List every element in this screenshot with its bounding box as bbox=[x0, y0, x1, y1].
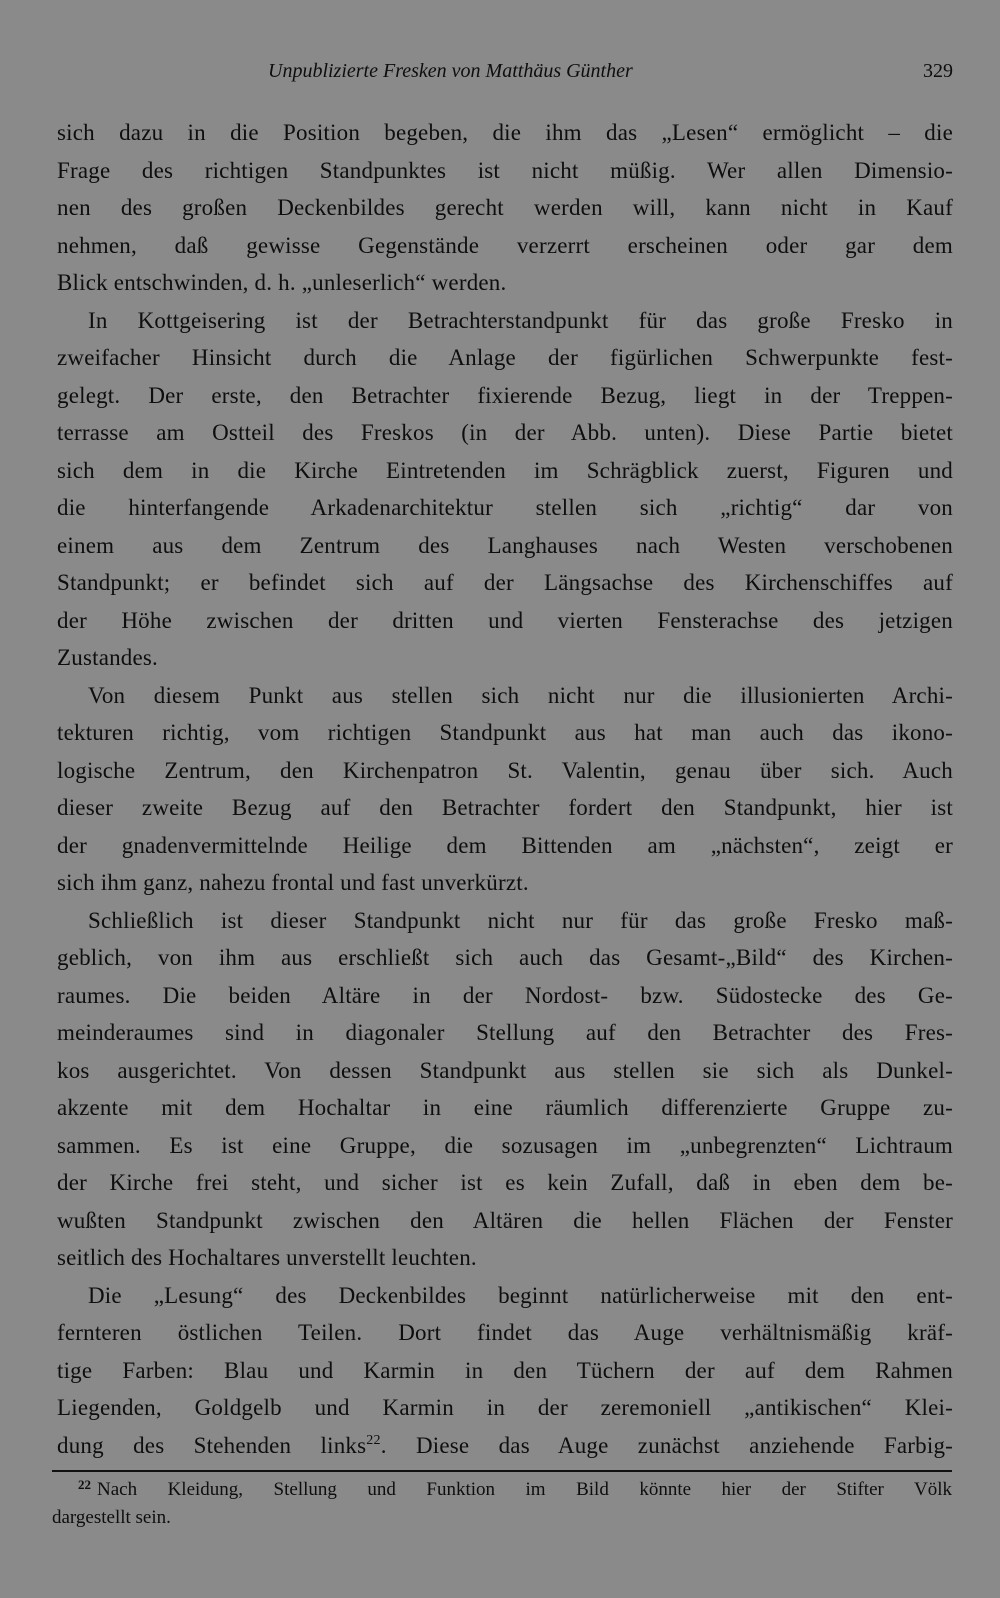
text-line: tige Farben: Blau und Karmin in den Tüchern der auf dem Rahmen bbox=[57, 1357, 953, 1383]
footnote bbox=[52, 1476, 952, 1532]
text-line: gelegt. Der erste, den Betrachter fixierende Bezug, liegt in der Treppen- bbox=[57, 382, 953, 408]
footnote-line bbox=[52, 1476, 952, 1504]
text-line: Blick entschwinden, d. h. „unleserlich“ werden. bbox=[57, 270, 507, 295]
text-line: logische Zentrum, den Kirchenpatron St. Valentin, genau über sich. Auch bbox=[57, 757, 953, 783]
text-line: Von diesem Punkt aus stellen sich nicht nur die illusionierten Archi- bbox=[88, 682, 953, 708]
footnote-line: dargestellt sein. bbox=[52, 1507, 171, 1528]
text-line: Die „Lesung“ des Deckenbildes beginnt natürlicherweise mit den ent- bbox=[88, 1282, 953, 1308]
text-line: kos ausgerichtet. Von dessen Standpunkt aus stellen sie sich als Dunkel- bbox=[57, 1057, 953, 1083]
text-line: einem aus dem Zentrum des Langhauses nach Westen verschobenen bbox=[57, 532, 953, 558]
text-line: nehmen, daß gewisse Gegenstände verzerrt erscheinen oder gar dem bbox=[57, 232, 953, 258]
footnote-rule bbox=[52, 1470, 952, 1472]
running-title: Unpublizierte Fresken von Matthäus Günther bbox=[268, 60, 633, 82]
running-head bbox=[50, 56, 953, 90]
text-line: der gnadenvermittelnde Heilige dem Bittenden am „nächsten“, zeigt er bbox=[57, 832, 953, 858]
text-line: sich dem in die Kirche Eintretenden im Schrägblick zuerst, Figuren und bbox=[57, 457, 953, 483]
text-line-start: dung des Stehenden links bbox=[57, 1432, 367, 1458]
text-line: der Höhe zwischen der dritten und vierten Fensterachse des jetzigen bbox=[57, 607, 953, 633]
text-line: seitlich des Hochaltares unverstellt leuchten. bbox=[57, 1245, 477, 1270]
text-line: Schließlich ist dieser Standpunkt nicht nur für das große Fresko maß- bbox=[88, 907, 953, 933]
text-line-final bbox=[57, 1427, 953, 1465]
text-line: wußten Standpunkt zwischen den Altären die hellen Flächen der Fenster bbox=[57, 1207, 953, 1233]
text-line: nen des großen Deckenbildes gerecht werden will, kann nicht in Kauf bbox=[57, 195, 953, 220]
text-line: fernteren östlichen Teilen. Dort findet das Auge verhältnismäßig kräf- bbox=[57, 1320, 953, 1345]
text-line: raumes. Die beiden Altäre in der Nordost- bzw. Südostecke des Ge- bbox=[57, 982, 953, 1008]
text-line: Zustandes. bbox=[57, 645, 159, 670]
text-line: zweifacher Hinsicht durch die Anlage der figürlichen Schwerpunkte fest- bbox=[57, 345, 953, 370]
text-line: meinderaumes sind in diagonaler Stellung auf den Betrachter des Fres- bbox=[57, 1020, 953, 1045]
text-line: der Kirche frei steht, und sicher ist es kein Zufall, daß in eben dem be- bbox=[57, 1170, 953, 1195]
text-line: Standpunkt; er befindet sich auf der Längsachse des Kirchenschiffes auf bbox=[57, 570, 953, 595]
footnote-mark: 22 bbox=[78, 1477, 91, 1492]
text-line: sich dazu in die Position begeben, die ihm das „Lesen“ ermöglicht – die bbox=[57, 120, 953, 145]
page-number: 329 bbox=[923, 60, 953, 82]
text-line: Liegenden, Goldgelb und Karmin in der zeremoniell „antikischen“ Klei- bbox=[57, 1395, 953, 1420]
text-line: In Kottgeisering ist der Betrachterstandpunkt für das große Fresko in bbox=[88, 307, 953, 333]
text-line: Frage des richtigen Standpunktes ist nicht müßig. Wer allen Dimensio- bbox=[57, 157, 953, 183]
text-line: dieser zweite Bezug auf den Betrachter fordert den Standpunkt, hier ist bbox=[57, 795, 953, 820]
text-line: sammen. Es ist eine Gruppe, die sozusagen im „unbegrenzten“ Lichtraum bbox=[57, 1132, 953, 1158]
text-line: terrasse am Ostteil des Freskos (in der Abb. unten). Diese Partie bietet bbox=[57, 420, 953, 445]
text-line: geblich, von ihm aus erschließt sich auch das Gesamt-„Bild“ des Kirchen- bbox=[57, 945, 953, 970]
text-line: die hinterfangende Arkadenarchitektur stellen sich „richtig“ dar von bbox=[57, 495, 953, 520]
footnote-reference[interactable]: 22 bbox=[366, 1432, 381, 1448]
text-line: tekturen richtig, vom richtigen Standpunkt aus hat man auch das ikono- bbox=[57, 720, 953, 745]
text-line-end: . Diese das Auge zunächst anziehende Farbig- bbox=[380, 1432, 954, 1458]
text-line: akzente mit dem Hochaltar in eine räumlich differenzierte Gruppe zu- bbox=[57, 1095, 953, 1120]
text-line: sich ihm ganz, nahezu frontal und fast unverkürzt. bbox=[57, 870, 529, 895]
body-text bbox=[57, 114, 953, 1464]
footnote-text: Nach Kleidung, Stellung und Funktion im Bild könnte hier der Stifter Völk bbox=[97, 1479, 952, 1500]
